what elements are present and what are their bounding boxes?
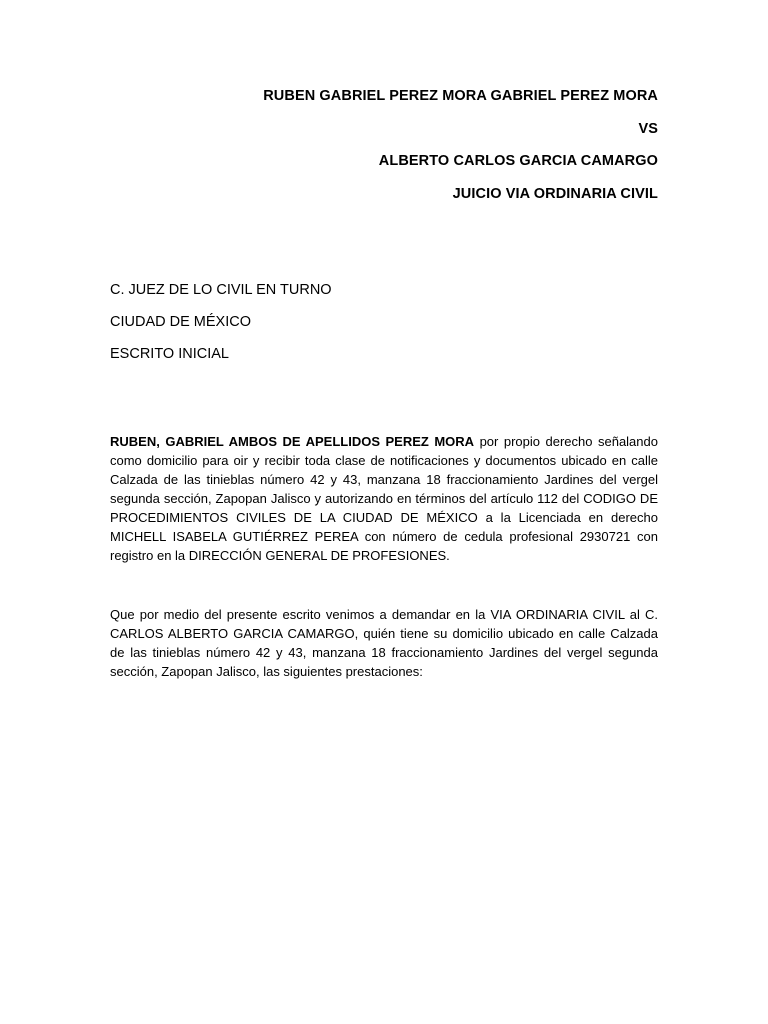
addressee-city: CIUDAD DE MÉXICO xyxy=(110,314,251,330)
plaintiffs-names: RUBEN, GABRIEL AMBOS DE APELLIDOS PEREZ MORA xyxy=(110,434,475,449)
paragraph-claim xyxy=(110,605,658,681)
header-versus: VS xyxy=(638,121,658,137)
header-defendant: ALBERTO CARLOS GARCIA CAMARGO xyxy=(378,153,658,169)
addressee-judge: C. JUEZ DE LO CIVIL EN TURNO xyxy=(110,282,332,298)
document-type: ESCRITO INICIAL xyxy=(110,346,229,362)
header-parties: RUBEN GABRIEL PEREZ MORA GABRIEL PEREZ MORA xyxy=(263,88,658,104)
claim-text: Que por medio del presente escrito venimos a demandar en la VIA ORDINARIA CIVIL al C. CARLOS ALBERTO GARCIA CAMARGO, quién tiene su domicilio ubicado en calle Calzada de las tinieblas número 42 y 43, manzana 18 fraccionamiento Jardines del vergel segunda sección, Zapopan Jalisco, las siguientes prestaciones: xyxy=(110,607,658,679)
plaintiffs-text: por propio derecho señalando como domicilio para oir y recibir toda clase de notificaciones y documentos ubicado en calle Calzada de las tinieblas número 42 y 43, manzana 18 fraccionamiento Jardines del vergel segunda sección, Zapopan Jalisco y autorizando en términos del artículo 112 del CODIGO DE PROCEDIMIENTOS CIVILES DE LA CIUDAD DE MÉXICO a la Licenciada en derecho MICHELL ISABELA GUTIÉRREZ PEREA con número de cedula profesional 2930721 con registro en la DIRECCIÓN GENERAL DE PROFESIONES. xyxy=(110,434,658,563)
header-trial-type: JUICIO VIA ORDINARIA CIVIL xyxy=(452,186,658,202)
paragraph-plaintiffs xyxy=(110,432,658,565)
